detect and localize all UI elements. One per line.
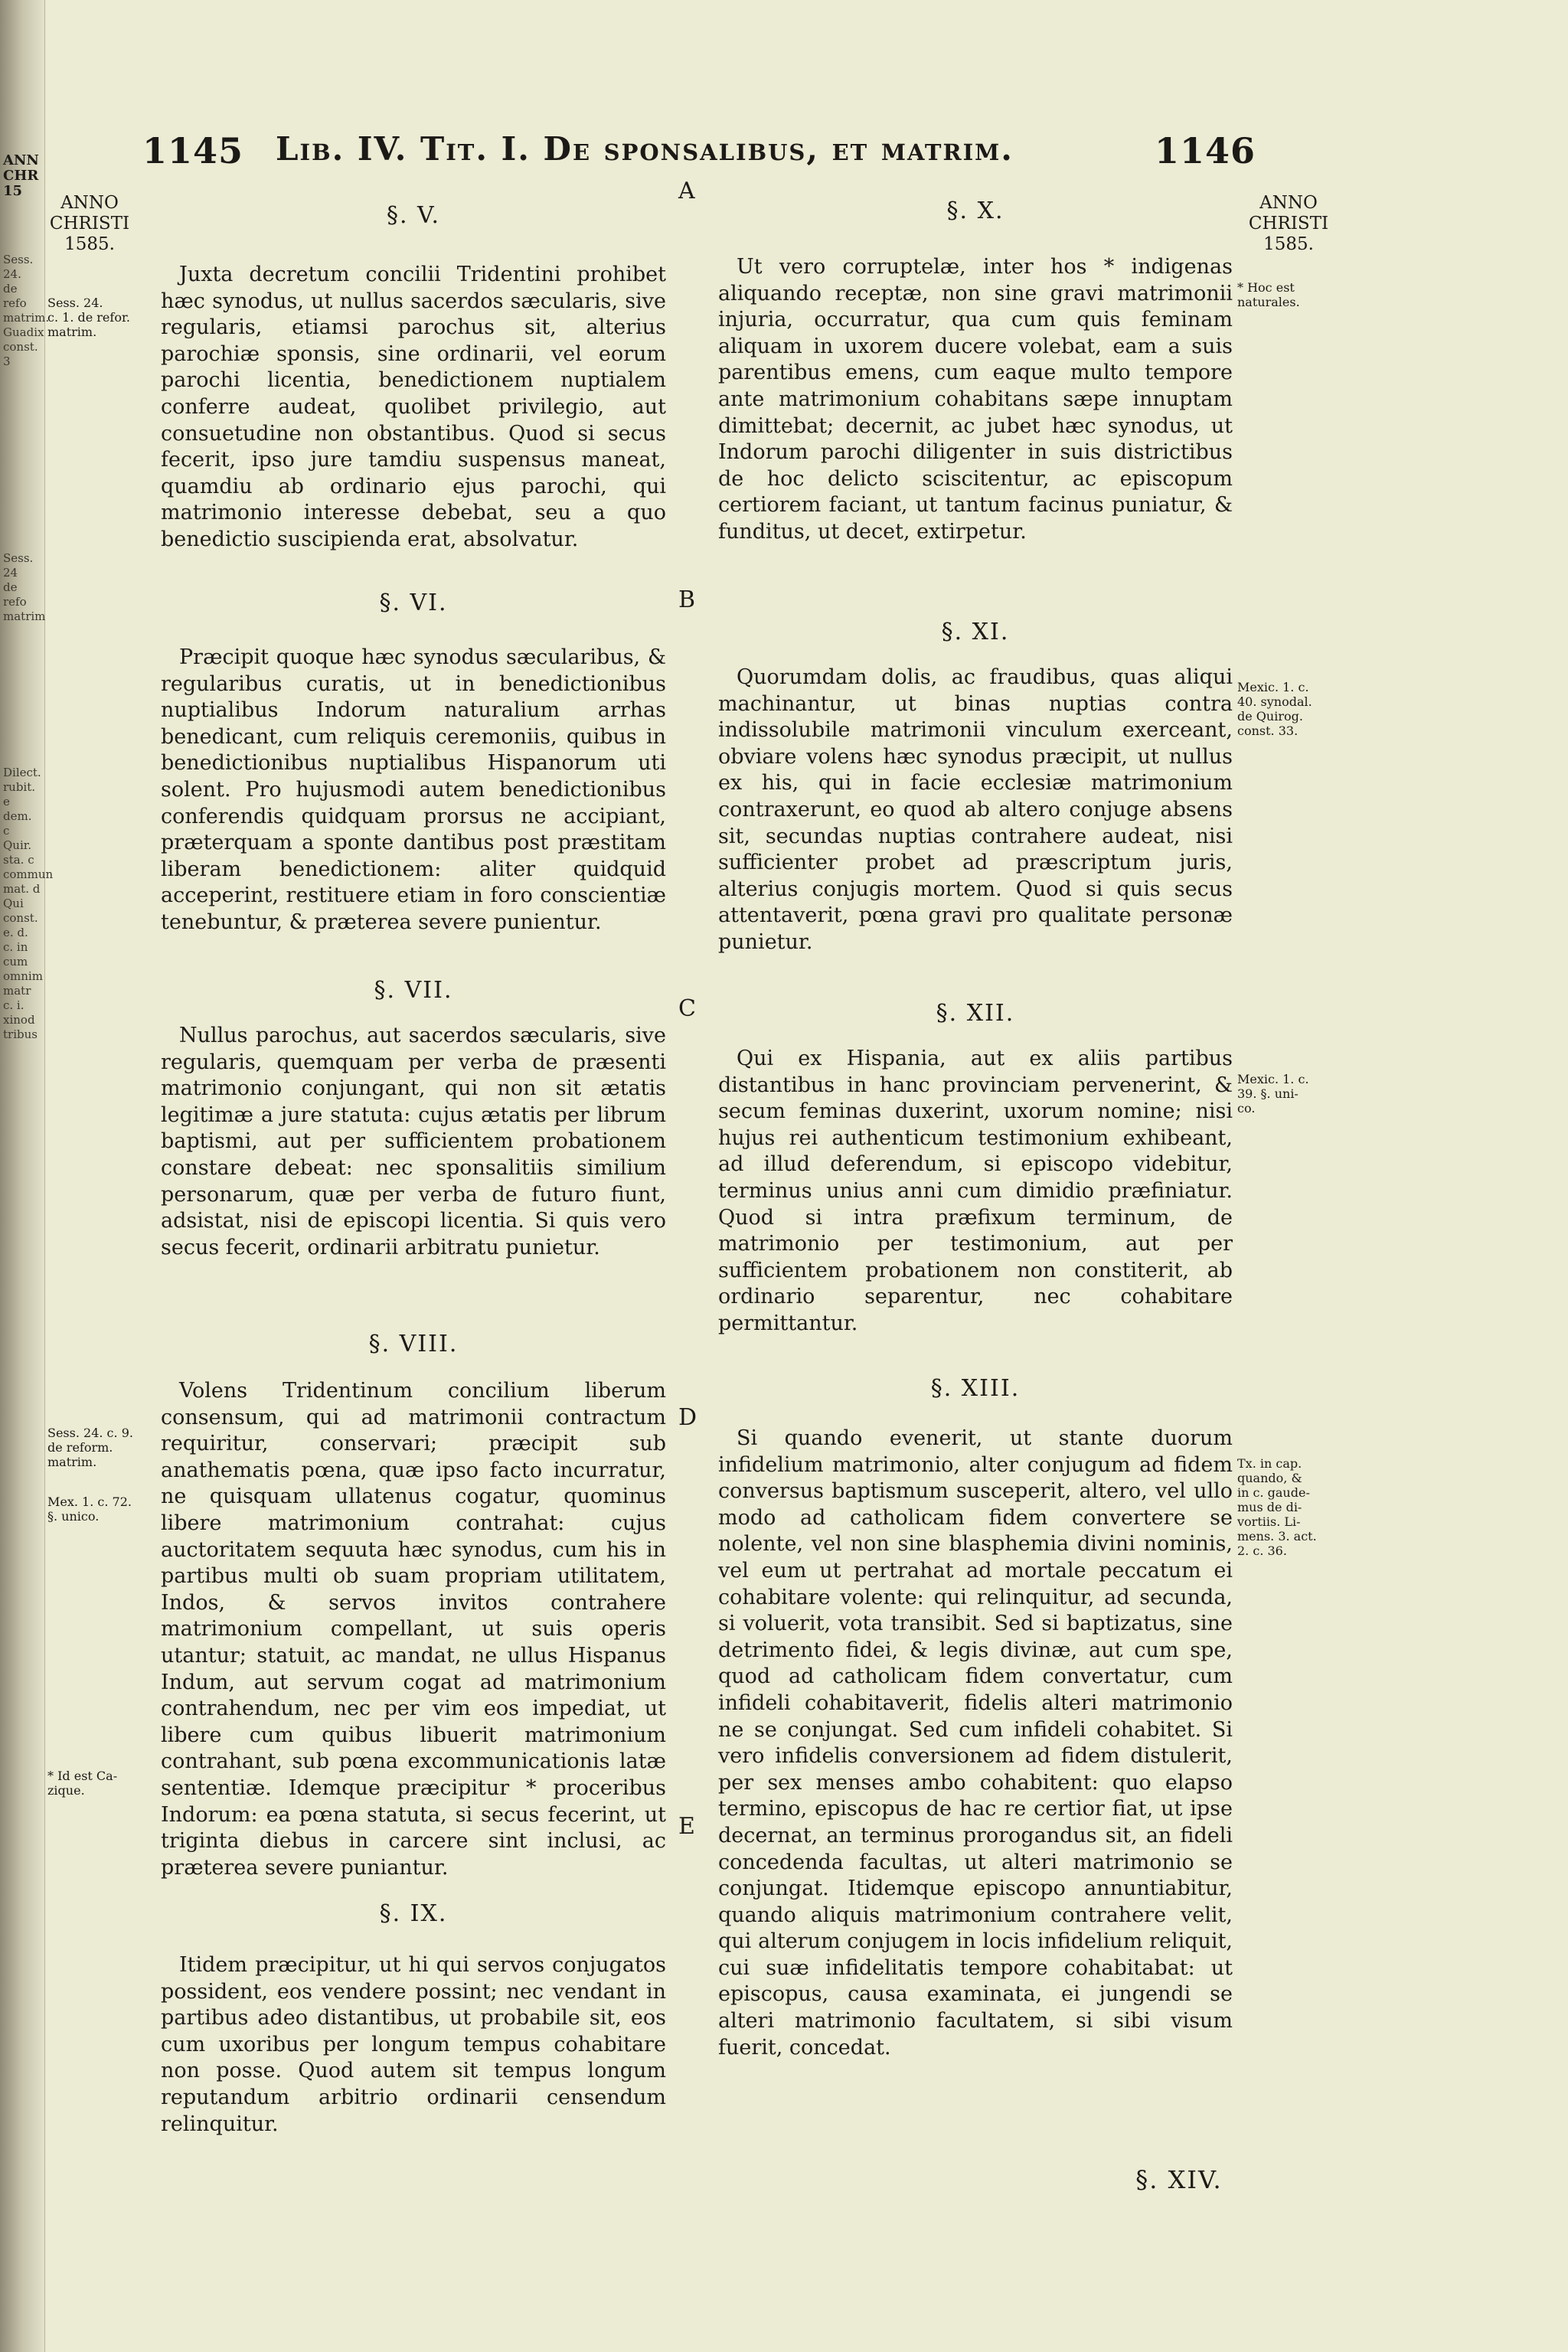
right-margin-note-1: * Hoc est naturales. (1237, 280, 1300, 309)
binding-note-2: Sess. 24 de refo matrim (3, 551, 46, 623)
binding-note-1: Sess. 24. de refo matrim. Guadix const. 3 (3, 253, 50, 368)
binding-gutter (0, 0, 54, 2352)
binding-anno: ANN CHR 15 (3, 152, 39, 199)
section-heading: §. XIII. (930, 1375, 1021, 1402)
section-heading: §. XI. (941, 619, 1010, 645)
right-margin-note-3: Mexic. 1. c. 39. §. uni- co. (1237, 1072, 1309, 1116)
paragraph-text: Qui ex Hispania, aut ex aliis partibus distantibus in hanc provinciam pervenerint, & secum feminas duxerint, uxorum nomine; nisi hujus rei authenticum testimonium exhibeant, ad illud deferendum, si episcopo videbitur, terminus unius anni cum dimidio præfiniatur. Quod si intra præfixum terminum, de matrimonio per testimonium, aut per sufficientem probationem non constiterit, ab ordinario separentur, nec cohabitare permittantur. (718, 1047, 1233, 1335)
left-margin-note-2: Sess. 24. c. 9. de reform. matrim. (47, 1426, 133, 1469)
section-paragraph (161, 1952, 666, 2138)
right-margin-note-2: Mexic. 1. c. 40. synodal. de Quirog. const. 33. (1237, 680, 1312, 738)
section-paragraph (718, 1046, 1233, 1338)
section-heading: §. XII. (936, 1000, 1015, 1027)
section-paragraph (161, 645, 666, 936)
anno-christi-left: ANNO CHRISTI 1585. (49, 193, 130, 254)
page-number-right: 1146 (1155, 130, 1256, 172)
section-heading: §. VII. (374, 977, 453, 1004)
anno-christi-right: ANNO CHRISTI 1585. (1248, 193, 1329, 254)
section-paragraph (161, 1023, 666, 1261)
left-margin-note-3: Mex. 1. c. 72. §. unico. (47, 1494, 132, 1524)
page-number-left: 1145 (142, 130, 244, 172)
column-letter-d: D (678, 1404, 697, 1431)
column-letter-a: A (678, 178, 695, 204)
section-heading: §. X. (946, 198, 1004, 224)
paragraph-text: Ut vero corruptelæ, inter hos * indigenas aliquando receptæ, non sine gravi matrimonii injuria, occurratur, qua cum quis feminam aliquam in uxorem ducere volebat, eam a suis parentibus emens, cum eaque multo tempore ante matrimonium cohabitans sæpe innuptam dimittebat; decernit, ac jubet hæc synodus, ut Indorum parochi diligenter in suis districtibus de hoc delicto sciscitentur, ac episcopum certiorem faciant, ut tantum facinus puniatur, & funditus, ut decet, extirpetur. (718, 255, 1233, 544)
left-margin-note-1: Sess. 24. c. 1. de refor. matrim. (47, 296, 130, 339)
paragraph-text: Quorumdam dolis, ac fraudibus, quas aliqui machinantur, ut binas nuptias contra indissolubile matrimonii vinculum exerceant, obviare volens hæc synodus præcipit, ut nullus ex his, qui in facie ecclesiæ matrimonium contraxerunt, eo quod ab altero conjuge absens sit, secundas nuptias contrahere audeat, nisi sufficienter probet ad præscriptum juris, alterius conjugis mortem. Quod si quis secus attentaverit, pœna gravi pro qualitate personæ punietur. (718, 665, 1233, 954)
paragraph-text: Nullus parochus, aut sacerdos sæcularis, sive regularis, quemquam per verba de præsenti matrimonio conjungant, qui non sit ætatis legitimæ a jure statuta: cujus ætatis per librum baptismi, aut per sufficientem probationem constare debeat: nec sponsalitiis similium personarum, quæ per verba de futuro fiunt, adsistat, nisi de episcopi licentia. Si quis vero secus fecerit, ordinarii arbitratu punietur. (161, 1024, 666, 1259)
binding-note-3: Dilect. rubit. e dem. c Quir. sta. c commun mat. d Qui const. e. d. c. in cum omnim matr c. i. xinod tribus (3, 766, 54, 1041)
catchword: §. XIV. (1135, 2165, 1223, 2194)
right-margin-note-4: Tx. in cap. quando, & in c. gaude- mus de di- vortiis. Li- mens. 3. act. 2. c. 36. (1237, 1456, 1317, 1558)
section-paragraph (161, 1378, 666, 1881)
paragraph-text: Itidem præcipitur, ut hi qui servos conjugatos possident, eos vendere possint; nec vendant in partibus adeo distantibus, ut probabile sit, eos cum uxoribus per longum tempus cohabitare non posse. Quod autem sit tempus longum reputandum arbitrio ordinarii censendum relinquitur. (161, 1953, 666, 2136)
column-letter-b: B (678, 586, 696, 613)
column-letter-e: E (678, 1813, 695, 1840)
column-letter-c: C (678, 995, 696, 1022)
section-paragraph (718, 254, 1233, 546)
paragraph-text: Si quando evenerit, ut stante duorum infidelium matrimonio, alter conjugum ad fidem conversus baptismum susceperit, altero, vel ullo modo ad catholicam fidem convertere se nolente, vel non sine blasphemia divini nominis, vel eum ut pertrahat ad mortale peccatum ei cohabitare volente: qui relinquitur, ad secunda, si voluerit, vota transibit. Sed si baptizatus, sine detrimento fidei, & legis divinæ, aut cum spe, quod ad catholicam fidem convertatur, cum infideli cohabitaverit, fidelis alteri matrimonio ne se conjungat. Sed cum infideli cohabitet. Si vero infidelis conversionem ad fidem distulerit, per sex menses ambo cohabitent: quo elapso termino, episcopus de hac re certior fiat, ut ipse decernat, an terminus prorogandus sit, an fideli concedenda facultas, ut alteri matrimonio se conjungat. Itidemque episcopo annuntiabitur, quando aliquis matrimonium contrahere velit, qui alterum conjugem in locis infidelium reliquit, cui suæ infidelitatis tempore cohabitabat: ut episcopus, causa examinata, ei jungendi se alteri matrimonio facultatem, si sibi visum fuerit, concedat. (718, 1426, 1233, 2060)
section-heading: §. V. (386, 202, 441, 229)
left-margin-note-4: * Id est Ca- zique. (47, 1769, 118, 1798)
running-title: Lib. IV. Tit. I. De sponsalibus, et matrim. (276, 130, 1014, 168)
section-paragraph (161, 262, 666, 554)
section-heading: §. IX. (379, 1900, 448, 1927)
section-heading: §. VIII. (368, 1331, 459, 1357)
section-paragraph (718, 1426, 1233, 2061)
paragraph-text: Volens Tridentinum concilium liberum consensum, qui ad matrimonii contractum requiritur, conservari; præcipit sub anathematis pœna, quæ ipso facto incurratur, ne quisquam ullatenus cogatur, quominus libere matrimonium contrahat: cujus auctoritatem sequuta hæc synodus, cum his in partibus multi ob suam propriam utilitatem, Indos, & servos invitos contrahere matrimonium compellant, ut suis operis utantur; statuit, ac mandat, ne ullus Hispanus Indum, aut servum cogat ad matrimonium contrahendum, nec per vim eos impediat, ut libere cum quibus libuerit matrimonium contrahant, sub pœna excommunicationis latæ sententiæ. Idemque præcipitur * proceribus Indorum: ea pœna statuta, si secus fecerint, ut triginta diebus in carcere sint inclusi, ac præterea severe puniantur. (161, 1379, 666, 1880)
section-paragraph (718, 665, 1233, 956)
paragraph-text: Præcipit quoque hæc synodus sæcularibus, & regularibus curatis, ut in benedictionibus nuptialibus Indorum naturalium arrhas benedicant, cum reliquis ceremoniis, quibus in benedictionibus nuptialibus Hispanorum uti solent. Pro hujusmodi autem benedictionibus conferendis quidquam prorsus ne accipiant, præterquam a sponte dantibus post præstitam liberam benedictionem: aliter quidquid acceperint, restituere etiam in foro conscientiæ tenebuntur, & præterea severe punientur. (161, 645, 666, 934)
paragraph-text: Juxta decretum concilii Tridentini prohibet hæc synodus, ut nullus sacerdos sæcularis, sive regularis, etiamsi parochus sit, alterius parochiæ sponsis, sine ordinarii, vel eorum parochi licentia, benedictionem nuptialem conferre audeat, quolibet privilegio, aut consuetudine non obstantibus. Quod si secus fecerit, ipso jure tamdiu suspensus maneat, quamdiu ab ordinario ejus parochi, qui matrimonio interesse debebat, seu a quo benedictio suscipienda erat, absolvatur. (161, 263, 666, 551)
section-heading: §. VI. (379, 590, 448, 616)
